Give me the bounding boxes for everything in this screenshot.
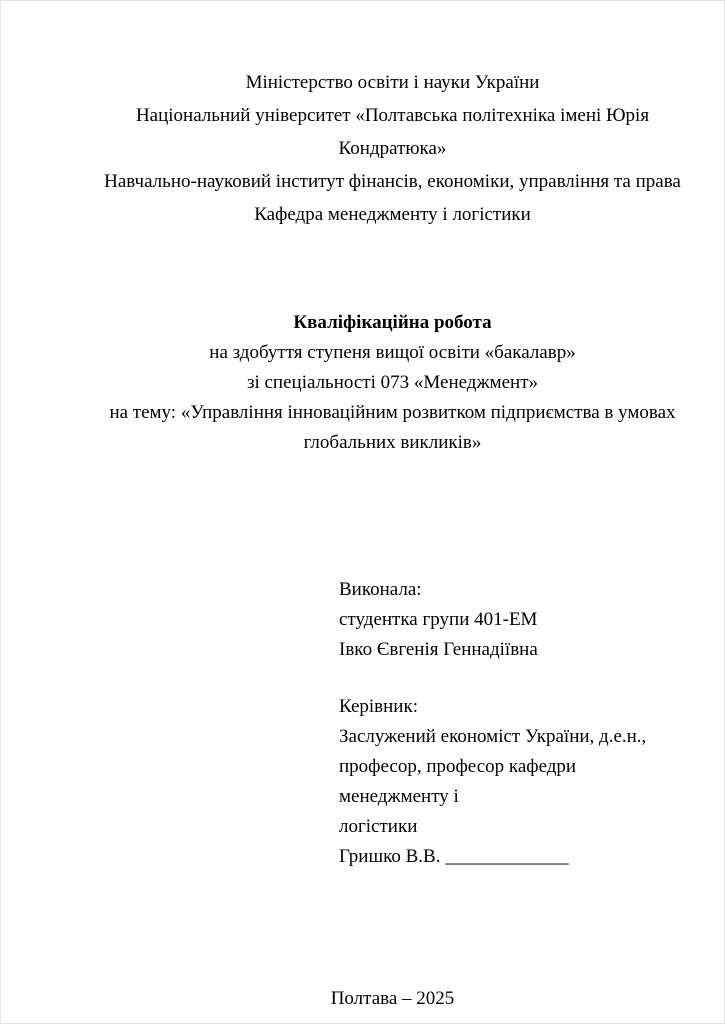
topic-line-2: глобальних викликів» [303, 432, 482, 453]
supervisor-title-line-1: Заслужений економіст України, д.е.н., [339, 726, 647, 747]
institution-header [96, 66, 689, 231]
work-title: Кваліфікаційна робота [293, 312, 492, 333]
supervisor-block [339, 692, 689, 872]
specialty-line: зі спеціальності 073 «Менеджмент» [246, 372, 539, 393]
institute-line: Навчально-науковий інститут фінансів, економіки, управління та права [104, 171, 681, 192]
ministry-line: Міністерство освіти і науки України [245, 72, 540, 93]
department-line: Кафедра менеджменту і логістики [254, 204, 531, 225]
topic-line-1: на тему: «Управління інноваційним розвитком підприємства в умовах [109, 402, 676, 423]
author-name-line: Івко Євгенія Геннадіївна [339, 639, 538, 660]
university-line: Національний університет «Полтавська політехніка імені Юрія Кондратюка» [135, 105, 650, 159]
city-year-line: Полтава – 2025 [330, 988, 455, 1009]
supervisor-title-line-2: професор, професор кафедри менеджменту і [339, 756, 577, 807]
supervisor-title-line-3: логістики [339, 816, 418, 837]
author-group-line: студентка групи 401-ЕМ [339, 609, 538, 630]
supervisor-label: Керівник: [339, 696, 418, 717]
author-label: Виконала: [339, 579, 422, 600]
author-block [339, 575, 689, 665]
degree-line: на здобуття ступеня вищої освіти «бакалавр» [209, 342, 576, 363]
supervisor-signature-line: Гришко В.В. _____________ [339, 846, 569, 867]
title-block [96, 308, 689, 458]
